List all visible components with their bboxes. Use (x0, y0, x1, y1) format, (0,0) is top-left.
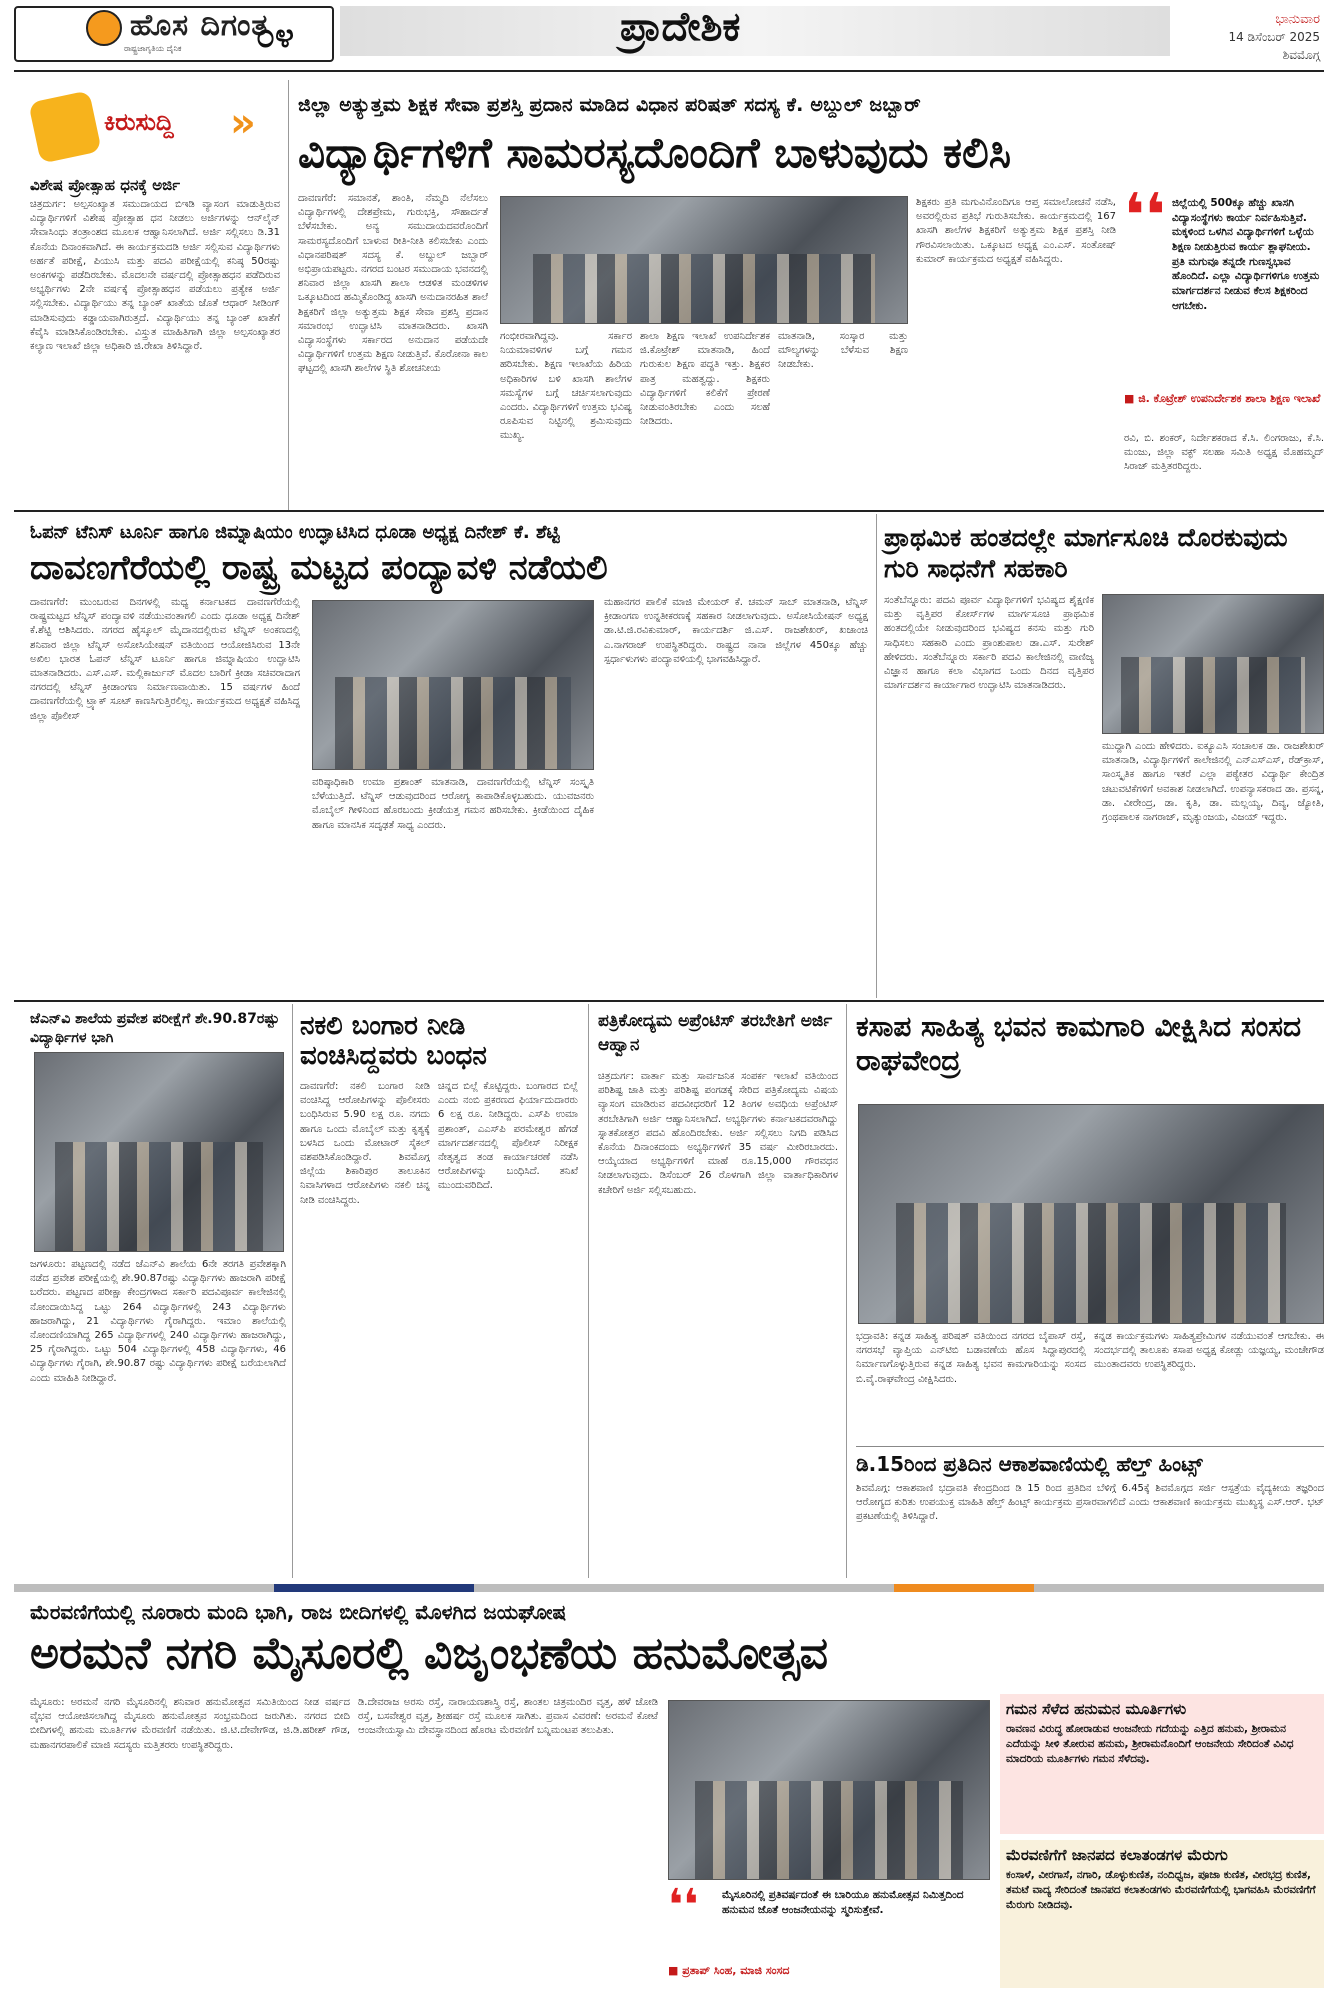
date: 14 ಡಿಸೆಂಬರ್ 2025 (1228, 30, 1320, 44)
story7-headline: ಕಸಾಪ ಸಾಹಿತ್ಯ ಭವನ ಕಾಮಗಾರಿ ವೀಕ್ಷಿಸಿದ ಸಂಸದ ರಾಘವೇಂದ್ರ (856, 1010, 1302, 1077)
quote-icon: ❛❛ (668, 1880, 699, 1931)
story6-body: ಚಿತ್ರದುರ್ಗ: ವಾರ್ತಾ ಮತ್ತು ಸಾರ್ವಜನಿಕ ಸಂಪರ್ಕ ಇಲಾಖೆ ವತಿಯಿಂದ ಪರಿಶಿಷ್ಟ ಜಾತಿ ಮತ್ತು ಪರಿಶಿಷ್ಟ ಪಂಗಡಕ್ಕೆ ಸೇರಿದ ಪತ್ರಿಕೋದ್ಯಮ ವಿಷಯ ವ್ಯಾಸಂಗ ಮಾಡಿರುವ ಪದವೀಧರರಿಗೆ 12 ತಿಂಗಳ ಅವಧಿಯ ಅಪ್ರೆಂಟಿಸ್ ತರಬೇತಿಗಾಗಿ ಅರ್ಜಿ ಆಹ್ವಾನಿಸಲಾಗಿದೆ. ಅಭ್ಯರ್ಥಿಗಳು ಕರ್ನಾಟಕದವರಾಗಿದ್ದು ಸ್ನಾತಕೋತ್ತರ ಪದವಿ ಹೊಂದಿರಬೇಕು. ಅರ್ಜಿ ಸಲ್ಲಿಸಲು ನಿಗದಿ ಪಡಿಸಿದ ಕೊನೆಯ ದಿನಾಂಕದಂದು ಅಭ್ಯರ್ಥಿಗಳಿಗೆ 35 ವರ್ಷ ಮೀರಿರಬಾರದು. ಆಯ್ಕೆಯಾದ ಅಭ್ಯರ್ಥಿಗಳಿಗೆ ಮಾಹೆ ರೂ.15,000 ಗೌರವಧನ ನೀಡಲಾಗುವುದು. ಡಿಸೆಂಬರ್ 26 ರೊಳಗಾಗಿ ಜಿಲ್ಲಾ ವಾರ್ತಾಧಿಕಾರಿಗಳ ಕಚೇರಿಗೆ ಅರ್ಜಿ ಸಲ್ಲಿಸಬಹುದು. (598, 1071, 838, 1196)
story9-kicker: ಮೆರವಣಿಗೆಯಲ್ಲಿ ನೂರಾರು ಮಂದಿ ಭಾಗಿ, ರಾಜ ಬೀದಿಗಳಲ್ಲಿ ಮೊಳಗಿದ ಜಯಘೋಷ (30, 1600, 567, 1624)
story2-col1: ದಾವಣಗೆರೆ: ಮುಂಬರುವ ದಿನಗಳಲ್ಲಿ ಮಧ್ಯ ಕರ್ನಾಟಕದ ದಾವಣಗೆರೆಯಲ್ಲಿ ರಾಷ್ಟ್ರಮಟ್ಟದ ಟೆನ್ನಿಸ್ ಪಂದ್ಯಾವಳಿ ನಡೆಯುವಂತಾಗಲಿ ಎಂದು ಧೂಡಾ ಅಧ್ಯಕ್ಷ ದಿನೇಶ್ ಕೆ.ಶೆಟ್ಟಿ ಆಶಿಸಿದರು. ನಗರದ ಹೈಸ್ಕೂಲ್ ಮೈದಾನದಲ್ಲಿರುವ ಟೆನ್ನಿಸ್ ಅಂಕಣದಲ್ಲಿ ಶನಿವಾರ ಜಿಲ್ಲಾ ಟೆನ್ನಿಸ್ ಅಸೋಸಿಯೇಷನ್ ವತಿಯಿಂದ ಆಯೋಜಿಸಿರುವ 13ನೇ ಅಖಿಲ ಭಾರತ ಓಪನ್ ಟೆನ್ನಿಸ್ ಟೂರ್ನಿ ಹಾಗೂ ಜಿಮ್ನಾಷಿಯಂ ಉದ್ಘಾಟಿಸಿ ಮಾತನಾಡಿದರು. ಎಸ್.ಎಸ್. ಮಲ್ಲಿಕಾರ್ಜುನ್ ಮೊದಲ ಬಾರಿಗೆ ಕ್ರೀಡಾ ಸಚಿವರಾದಾಗ ನಗರದಲ್ಲಿ ಟೆನ್ನಿಸ್ ಕ್ರೀಡಾಂಗಣ ನಿರ್ಮಾಣವಾಯಿತು. 15 ವರ್ಷಗಳ ಹಿಂದೆ ದಾವಣಗೆರೆಯಲ್ಲಿ ಟ್ರ್ಯಾಕ್ ಸೂಟ್ ಕಾಣಸಿಗುತ್ತಿರಲಿಲ್ಲ. ಕಾರ್ಯಕ್ರಮದ ಅಧ್ಯಕ್ಷತೆ ವಹಿಸಿದ್ದ ಜಿಲ್ಲಾ ಪೊಲೀಸ್ (30, 597, 300, 722)
chevron-right-icon: » (230, 100, 256, 146)
story7-col1: ಭದ್ರಾವತಿ: ಕನ್ನಡ ಸಾಹಿತ್ಯ ಪರಿಷತ್ ವತಿಯಿಂದ ನಗರದ ಬೈಪಾಸ್ ರಸ್ತೆ, ನಗರಸಭೆ ವ್ಯಾಪ್ತಿಯ ಎನ್‌ಟಿಬಿ ಬಡಾವಣೆಯ ಹೊಸ ಸಿದ್ದಾಪುರದಲ್ಲಿ ನಿರ್ಮಾಣಗೊಳ್ಳುತ್ತಿರುವ ಕನ್ನಡ ಸಾಹಿತ್ಯ ಭವನ ಕಾಮಗಾರಿಯನ್ನು ಸಂಸದ ಬಿ.ವೈ.ರಾಘವೇಂದ್ರ ವೀಕ್ಷಿಸಿದರು. (856, 1331, 1086, 1385)
story1-quote (1124, 196, 1324, 314)
story9-col1: ಮೈಸೂರು: ಅರಮನೆ ನಗರಿ ಮೈಸೂರಿನಲ್ಲಿ ಶನಿವಾರ ಹನುಮೋತ್ಸವ ಸಮಿತಿಯಿಂದ ನೀಡ ವರ್ಷದ ವೈಭವ ಆಯೋಜಿಸಲಾಗಿದ್ದ ಮೈಸೂರು ಹನುಮೋತ್ಸವ ಸಂಭ್ರಮದಿಂದ ಜರುಗಿತು. ನಗರದ ಬೀದಿ ಬೀದಿಗಳಲ್ಲಿ ಹನುಮ ಮೂರ್ತಿಗಳ ಮೆರವಣಿಗೆ ನಡೆಯಿತು. ಜಿ.ಟಿ.ದೇವೇಗೌಡ, ಜಿ.ಡಿ.ಹರೀಶ್ ಗೌಡ, ಮಹಾನಗರಪಾಲಿಕೆ ಮಾಜಿ ಸದಸ್ಯರು ಮತ್ತಿತರರು ಉಪಸ್ಥಿತರಿದ್ದರು. (30, 1697, 350, 1751)
hand-icon (28, 90, 102, 164)
story1-col1: ದಾವಣಗೆರೆ: ಸಮಾನತೆ, ಶಾಂತಿ, ನೆಮ್ಮದಿ ನೆಲೆಸಲು ವಿದ್ಯಾರ್ಥಿಗಳಲ್ಲಿ ದೇಶಪ್ರೇಮ, ಗುರುಭಕ್ತಿ, ಸೌಹಾರ್ದತೆ ಬೆಳೆಸಬೇಕು. ಅನ್ಯ ಸಮುದಾಯದವರೊಂದಿಗೆ ಸಾಮರಸ್ಯದೊಂದಿಗೆ ಬಾಳುವ ರೀತಿ-ನೀತಿ ಕಲಿಸಬೇಕು ಎಂದು ವಿಧಾನಪರಿಷತ್ ಸದಸ್ಯ ಕೆ. ಅಬ್ದುಲ್ ಜಬ್ಬಾರ್ ಅಭಿಪ್ರಾಯಪಟ್ಟರು. ನಗರದ ಬಂಟರ ಸಮುದಾಯ ಭವನದಲ್ಲಿ ಶನಿವಾರ ಜಿಲ್ಲಾ ಖಾಸಗಿ ಶಾಲಾ ಆಡಳಿತ ಮಂಡಳಿಗಳ ಒಕ್ಕೂಟದಿಂದ ಹಮ್ಮಿಕೊಂಡಿದ್ದ ಖಾಸಗಿ ಅನುದಾನರಹಿತ ಶಾಲೆ ಶಿಕ್ಷಕರಿಗೆ ಜಿಲ್ಲಾ ಅತ್ಯುತ್ತಮ ಶಿಕ್ಷಕ ಸೇವಾ ಪ್ರಶಸ್ತಿ ಪ್ರದಾನ ಸಮಾರಂಭ ಉದ್ಘಾಟಿಸಿ ಮಾತನಾಡಿದರು. ಖಾಸಗಿ ವಿದ್ಯಾಸಂಸ್ಥೆಗಳು ಸರ್ಕಾರದ ಅನುದಾನ ಪಡೆಯದೇ ವಿದ್ಯಾರ್ಥಿಗಳಿಗೆ ಉತ್ತಮ ಶಿಕ್ಷಣ ನೀಡುತ್ತಿವೆ. ಕೊರೋನಾ ಕಾಲ ಘಟ್ಟದಲ್ಲಿ ಖಾಸಗಿ ಶಾಲೆಗಳ ಸ್ಥಿತಿ ಶೋಚನೀಯ (298, 193, 488, 375)
story2-col2: ವರಿಷ್ಠಾಧಿಕಾರಿ ಉಮಾ ಪ್ರಶಾಂತ್ ಮಾತನಾಡಿ, ದಾವಣಗೆರೆಯಲ್ಲಿ ಟೆನ್ನಿಸ್ ಸಂಸ್ಕೃತಿ ಬೆಳೆಯುತ್ತಿದೆ. ಟೆನ್ನಿಸ್ ಆಡುವುದರಿಂದ ಆರೋಗ್ಯ ಕಾಪಾಡಿಕೊಳ್ಳಬಹುದು. ಯುವಜನರು ಮೊಬೈಲ್ ಗೀಳಿನಿಂದ ಹೊರಬಂದು ಕ್ರೀಡೆಯತ್ತ ಗಮನ ಹರಿಸಬೇಕು. ಕ್ರೀಡೆಯಿಂದ ದೈಹಿಕ ಹಾಗೂ ಮಾನಸಿಕ ಸದೃಢತೆ ಸಾಧ್ಯ ಎಂದರು. (312, 777, 594, 831)
procession-photo (668, 1700, 990, 1880)
brand-tagline: ರಾಷ್ಟ್ರಜಾಗೃತಿಯ ದೈನಿಕ (124, 44, 182, 53)
story1-col4: ಶಿಕ್ಷಕರು ಪ್ರತಿ ಮಗುವಿನೊಂದಿಗೂ ಆಪ್ತ ಸಮಾಲೋಚನೆ ನಡೆಸಿ, ಅವರಲ್ಲಿರುವ ಪ್ರತಿಭೆ ಗುರುತಿಸಬೇಕು. ಕಾರ್ಯಕ್ರಮದಲ್ಲಿ 167 ಖಾಸಗಿ ಶಾಲೆಗಳ ಶಿಕ್ಷಕರಿಗೆ ಅತ್ಯುತ್ತಮ ಶಿಕ್ಷಕ ಪ್ರಶಸ್ತಿ ನೀಡಿ ಗೌರವಿಸಲಾಯಿತು. ಒಕ್ಕೂಟದ ಅಧ್ಯಕ್ಷ ಎಂ.ಎಸ್. ಸಂತೋಷ್ ಕುಮಾರ್ ಕಾರ್ಯಕ್ರಮದ ಅಧ್ಯಕ್ಷತೆ ವಹಿಸಿದ್ದರು. (916, 197, 1116, 265)
story2-col3: ಮಹಾನಗರ ಪಾಲಿಕೆ ಮಾಜಿ ಮೇಯರ್ ಕೆ. ಚಮನ್ ಸಾಬ್ ಮಾತನಾಡಿ, ಟೆನ್ನಿಸ್ ಕ್ರೀಡಾಂಗಣ ಉನ್ನತೀಕರಣಕ್ಕೆ ಸಹಕಾರ ನೀಡಲಾಗುವುದು. ಅಸೋಸಿಯೇಷನ್ ಅಧ್ಯಕ್ಷ ಡಾ.ಟಿ.ಜಿ.ರವಿಕುಮಾರ್, ಕಾರ್ಯದರ್ಶಿ ಜಿ.ಎಸ್. ರಾಜಶೇಖರ್, ಖಜಾಂಚಿ ಎ.ನಾಗರಾಜ್ ಉಪಸ್ಥಿತರಿದ್ದರು. ರಾಷ್ಟ್ರದ ನಾನಾ ಜಿಲ್ಲೆಗಳ 450ಕ್ಕೂ ಹೆಚ್ಚು ಸ್ಪರ್ಧಾಳುಗಳು ಪಂದ್ಯಾವಳಿಯಲ್ಲಿ ಭಾಗವಹಿಸಿದ್ದಾರೆ. (604, 597, 868, 665)
story9-box2-body: ಕಂಸಾಳೆ, ವೀರಗಾಸೆ, ನಗಾರಿ, ಡೊಳ್ಳುಕುಣಿತ, ನಂದಿಧ್ವಜ, ಪೂಜಾ ಕುಣಿತ, ವೀರಭದ್ರ ಕುಣಿತ, ತಮಟೆ ವಾದ್ಯ ಸೇರಿದಂತೆ ಜಾನಪದ ಕಲಾತಂಡಗಳು ಮೆರವಣಿಗೆಯಲ್ಲಿ ಭಾಗವಹಿಸಿ ಮೆರವಣಿಗೆಗೆ ಮೆರುಗು ನೀಡಿದವು. (1006, 1869, 1316, 1912)
story7-col2: ಕನ್ನಡ ಕಾರ್ಯಕ್ರಮಗಳು ಸಾಹಿತ್ಯಪ್ರೇಮಿಗಳ ನಡೆಯುವಂತೆ ಆಗಬೇಕು. ಈ ಸಂದರ್ಭದಲ್ಲಿ ತಾಲೂಕು ಕಸಾಪ ಅಧ್ಯಕ್ಷ ಕೋಡ್ಲು ಯಜ್ಞಯ್ಯ, ಮಂಜೇಗೌಡ ಮುಂತಾದವರು ಉಪಸ್ಥಿತರಿದ್ದರು. (1094, 1331, 1324, 1371)
story8-body: ಶಿವಮೊಗ್ಗ: ಆಕಾಶವಾಣಿ ಭದ್ರಾವತಿ ಕೇಂದ್ರದಿಂದ ಡಿ 15 ರಿಂದ ಪ್ರತಿದಿನ ಬೆಳಿಗ್ಗೆ 6.45ಕ್ಕೆ ಶಿವಮೊಗ್ಗದ ಸರ್ಜಿ ಆಸ್ಪತ್ರೆಯ ವೈದ್ಯಕೀಯ ತಜ್ಞರಿಂದ ಆರೋಗ್ಯದ ಕುರಿತು ಉಪಯುಕ್ತ ಮಾಹಿತಿ ಹೆಲ್ತ್ ಹಿಂಟ್ಸ್ ಕಾರ್ಯಕ್ರಮ ಪ್ರಸಾರವಾಗಲಿದೆ ಎಂದು ಆಕಾಶವಾಣಿ ಕಾರ್ಯಕ್ರಮ ಮುಖ್ಯಸ್ಥ ಎಸ್.ಆರ್. ಭಟ್ ಪ್ರಕಟಣೆಯಲ್ಲಿ ತಿಳಿಸಿದ್ದಾರೆ. (856, 1483, 1324, 1523)
story2-kicker: ಓಪನ್ ಟೆನಿಸ್ ಟೂರ್ನಿ ಹಾಗೂ ಜಿಮ್ನಾಷಿಯಂ ಉದ್ಘಾಟಿಸಿದ ಧೂಡಾ ಅಧ್ಯಕ್ಷ ದಿನೇಶ್ ಕೆ. ಶೆಟ್ಟಿ (30, 522, 560, 543)
exam-photo (34, 1052, 284, 1252)
story3-headline: ಪ್ರಾಥಮಿಕ ಹಂತದಲ್ಲೇ ಮಾರ್ಗಸೂಚಿ ದೊರಕುವುದು ಗುರಿ ಸಾಧನೆಗೆ ಸಹಕಾರಿ (884, 523, 1288, 584)
kiru-label: ಕಿರುಸುದ್ದಿ (104, 108, 174, 136)
brand-name: ಹೊಸ ದಿಗಂತ (130, 8, 269, 43)
story9-box1-title: ಗಮನ ಸೆಳೆದ ಹನುಮನ ಮೂರ್ತಿಗಳು (1006, 1700, 1187, 1718)
award-photo (500, 196, 908, 324)
story9-caption-author: ■ ಪ್ರತಾಪ್ ಸಿಂಹ, ಮಾಜಿ ಸಂಸದ (668, 1964, 790, 1977)
story1-kicker: ಜಿಲ್ಲಾ ಅತ್ಯುತ್ತಮ ಶಿಕ್ಷಕ ಸೇವಾ ಪ್ರಶಸ್ತಿ ಪ್ರದಾನ ಮಾಡಿದ ವಿಧಾನ ಪರಿಷತ್ ಸದಸ್ಯ ಕೆ. ಅಬ್ದುಲ್ ಜಬ್ಬಾರ್ (298, 94, 921, 116)
kiru-headline: ವಿಶೇಷ ಪ್ರೋತ್ಸಾಹ ಧನಕ್ಕೆ ಅರ್ಜಿ (30, 176, 181, 194)
story9-caption: ಮೈಸೂರಿನಲ್ಲಿ ಪ್ರತಿವರ್ಷದಂತೆ ಈ ಬಾರಿಯೂ ಹನುಮೋತ್ಸವ ನಿಮಿತ್ತದಿಂದ ಹನುಮನ ಜೊತೆ ಆಂಜನೇಯನನ್ನು ಸ್ಮರಿಸುತ್ತೇವೆ. (722, 1889, 964, 1916)
bhavana-photo (858, 1104, 1324, 1324)
story9-col2: ಡಿ.ದೇವರಾಜ ಅರಸು ರಸ್ತೆ, ನಾರಾಯಣಶಾಸ್ತ್ರಿ ರಸ್ತೆ, ಶಾಂತಲ ಚಿತ್ರಮಂದಿರ ವೃತ್ತ, ಹಳೆ ಜೋಡಿ ರಸ್ತೆ, ಬಸವೇಶ್ವರ ವೃತ್ತ, ಶ್ರೀಹರ್ಷ ರಸ್ತೆ ಮೂಲಕ ಸಾಗಿತು. ಪ್ರವಾಸ ವಿವರಣೆ: ಅರಮನೆ ಕೋಟೆ ಆಂಜನೇಯಸ್ವಾಮಿ ದೇವಸ್ಥಾನದಿಂದ ಹೊರಟ ಮೆರವಣಿಗೆ ಬನ್ನಿಮಂಟಪ ತಲುಪಿತು. (358, 1697, 658, 1737)
story9-box2-title: ಮೆರವಣಿಗೆಗೆ ಜಾನಪದ ಕಲಾತಂಡಗಳ ಮೆರುಗು (1006, 1846, 1228, 1864)
page-number: ೦೪ (256, 16, 295, 56)
college-photo (1102, 594, 1324, 734)
story3-col2: ಮುದ್ದಾಗಿ ಎಂದು ಹೇಳಿದರು. ಐಕ್ಯೂಎಸಿ ಸಂಚಾಲಕ ಡಾ. ರಾಜಶೇಖರ್ ಮಾತನಾಡಿ, ವಿದ್ಯಾರ್ಥಿಗಳಿಗೆ ಕಾಲೇಜಿನಲ್ಲಿ ಎನ್‌ಎಸ್‌ಎಸ್, ರೆಡ್‌ಕ್ರಾಸ್, ಸಾಂಸ್ಕೃತಿಕ ಹಾಗೂ ಇತರೆ ಎಲ್ಲಾ ಪಠ್ಯೇತರ ವಿದ್ಯಾರ್ಥಿ ಕೇಂದ್ರಿತ ಚಟುವಟಿಕೆಗಳಿಗೆ ಅವಕಾಶ ನೀಡಲಾಗಿದೆ. ಉಪನ್ಯಾಸಕರಾದ ಡಾ. ಪ್ರಸನ್ನ, ಡಾ. ವೀರೇಂದ್ರ, ಡಾ. ಕೃತಿ, ಡಾ. ಮಲ್ಲಯ್ಯ, ದಿವ್ಯ, ಜ್ಯೋತಿ, ಗ್ರಂಥಪಾಲಕ ನಾಗರಾಜ್, ಮೃತ್ಯುಂಜಯ, ವಿಜಯ್ ಇದ್ದರು. (1102, 741, 1324, 823)
story9-box1 (1000, 1694, 1324, 1834)
section-bar (340, 6, 1170, 56)
story1-tail: ರವಿ, ಬಿ. ಶಂಕರ್, ನಿರ್ದೇಶಕರಾದ ಕೆ.ಸಿ. ಲಿಂಗರಾಜು, ಕೆ.ಸಿ. ಮಂಜು, ಜಿಲ್ಲಾ ವಕ್ಫ್ ಸಲಹಾ ಸಮಿತಿ ಅಧ್ಯಕ್ಷ ಮೊಹಮ್ಮದ್ ಸಿರಾಜ್ ಮತ್ತಿತರರಿದ್ದರು. (1124, 433, 1324, 473)
story5-headline: ನಕಲಿ ಬಂಗಾರ ನೀಡಿ ವಂಚಿಸಿದ್ದವರು ಬಂಧನ (300, 1011, 487, 1071)
divider (14, 70, 1324, 72)
story9-box1-body: ರಾವಣನ ವಿರುದ್ಧ ಹೋರಾಡುವ ಆಂಜನೇಯ ಗದೆಯನ್ನು ಎತ್ತಿದ ಹನುಮ, ಶ್ರೀರಾಮನ ಎದೆಯನ್ನು ಸೀಳಿ ತೋರುವ ಹನುಮ, ಶ್ರೀರಾಮನೊಂದಿಗೆ ಆಂಜನೇಯ ಸೇರಿದಂತೆ ವಿವಿಧ ಮಾದರಿಯ ಮೂರ್ತಿಗಳು ಗಮನ ಸೆಳೆದವು. (1006, 1723, 1294, 1766)
story1-quote-author: ■ ಜಿ. ಕೊಟ್ರೇಶ್ ಉಪನಿರ್ದೇಶಕ ಶಾಲಾ ಶಿಕ್ಷಣ ಇಲಾಖೆ (1124, 392, 1321, 405)
city: ಶಿವಮೊಗ್ಗ (1282, 48, 1320, 62)
story9-headline: ಅರಮನೆ ನಗರಿ ಮೈಸೂರಲ್ಲಿ ವಿಜೃಂಭಣೆಯ ಹನುಮೋತ್ಸವ (30, 1628, 828, 1679)
day: ಭಾನುವಾರ (1275, 12, 1320, 27)
section-title: ಪ್ರಾದೇಶಿಕ (620, 4, 741, 50)
tennis-photo (312, 600, 594, 770)
story5-col2: ಚಿನ್ನದ ಬಿಲ್ಲೆ ಕೊಟ್ಟಿದ್ದರು. ಬಂಗಾರದ ಬಿಲ್ಲೆ ಎಂದು ನಂಬಿ ಪ್ರಕರಣದ ಫಿರ್ಯಾದುದಾರರು 6 ಲಕ್ಷ ರೂ. ನೀಡಿದ್ದರು. ಎಸ್‌ಪಿ ಉಮಾ ಪ್ರಶಾಂತ್, ಎಎಸ್‌ಪಿ ಪರಮೇಶ್ವರ ಹೆಗಡೆ ಮಾರ್ಗದರ್ಶನದಲ್ಲಿ ಪೊಲೀಸ್ ನಿರೀಕ್ಷಕ ನೇತೃತ್ವದ ತಂಡ ಕಾರ್ಯಾಚರಣೆ ನಡೆಸಿ ಆರೋಪಿಗಳನ್ನು ಬಂಧಿಸಿದೆ. ತನಿಖೆ ಮುಂದುವರಿದಿದೆ. (438, 1081, 578, 1192)
story1-quote-text: ಜಿಲ್ಲೆಯಲ್ಲಿ 500ಕ್ಕೂ ಹೆಚ್ಚು ಖಾಸಗಿ ವಿದ್ಯಾಸಂಸ್ಥೆಗಳು ಕಾರ್ಯ ನಿರ್ವಹಿಸುತ್ತಿವೆ. ಮಕ್ಕಳಿಂದ ಒಳಗಿನ ವಿದ್ಯಾರ್ಥಿಗಳಿಗೆ ಒಳ್ಳೆಯ ಶಿಕ್ಷಣ ನೀಡುತ್ತಿರುವ ಕಾರ್ಯ ಶ್ಲಾಘನೀಯ. ಪ್ರತಿ ಮಗುವೂ ತನ್ನದೇ ಗುಣಸ್ವಭಾವ ಹೊಂದಿದೆ. ಎಲ್ಲಾ ವಿದ್ಯಾರ್ಥಿಗಳಿಗೂ ಉತ್ತಮ ಮಾರ್ಗದರ್ಶನ ನೀಡುವ ಕೆಲಸ ಶಿಕ್ಷಕರಿಂದ ಆಗಬೇಕು. (1172, 197, 1320, 312)
story1-col2: ಗಂಭೀರವಾಗಿದ್ದವು. ಸರ್ಕಾರ ನಿಯಮಾವಳಿಗಳ ಬಗ್ಗೆ ಗಮನ ಹರಿಸಬೇಕು. ಶಿಕ್ಷಣ ಇಲಾಖೆಯ ಹಿರಿಯ ಅಧಿಕಾರಿಗಳ ಬಳಿ ಖಾಸಗಿ ಶಾಲೆಗಳ ಸಮಸ್ಯೆಗಳ ಬಗ್ಗೆ ಚರ್ಚಿಸಲಾಗುವುದು ಎಂದರು. ವಿದ್ಯಾರ್ಥಿಗಳಿಗೆ ಉತ್ತಮ ಭವಿಷ್ಯ ರೂಪಿಸುವ ನಿಟ್ಟಿನಲ್ಲಿ ಶ್ರಮಿಸುವುದು ಮುಖ್ಯ. (500, 331, 632, 442)
story9-box2 (1000, 1840, 1324, 1988)
lamp-icon (86, 10, 122, 46)
story1-headline: ವಿದ್ಯಾರ್ಥಿಗಳಿಗೆ ಸಾಮರಸ್ಯದೊಂದಿಗೆ ಬಾಳುವುದು ಕಲಿಸಿ (298, 128, 1012, 177)
story5-col1: ದಾವಣಗೆರೆ: ನಕಲಿ ಬಂಗಾರ ನೀಡಿ ವಂಚಿಸಿದ್ದ ಆರೋಪಿಗಳನ್ನು ಪೊಲೀಸರು ಬಂಧಿಸಿರುವ 5.90 ಲಕ್ಷ ರೂ. ನಗದು ಹಾಗೂ ಒಂದು ಮೊಬೈಲ್ ಮತ್ತು ಕೃತ್ಯಕ್ಕೆ ಬಳಸಿದ ಒಂದು ಮೋಟಾರ್ ಸೈಕಲ್ ವಶಪಡಿಸಿಕೊಂಡಿದ್ದಾರೆ. ಶಿವಮೊಗ್ಗ ಜಿಲ್ಲೆಯ ಶಿಕಾರಿಪುರ ತಾಲೂಕಿನ ನಿವಾಸಿಗಳಾದ ಆರೋಪಿಗಳು ನಕಲಿ ಚಿನ್ನ ನೀಡಿ ವಂಚಿಸಿದ್ದರು. (300, 1081, 430, 1206)
story1-col3b: ಮಾತನಾಡಿ, ಸಂಸ್ಕಾರ ಮತ್ತು ಮೌಲ್ಯಗಳನ್ನು ಬೆಳೆಸುವ ಶಿಕ್ಷಣ ನೀಡಬೇಕು. (778, 331, 908, 371)
story1-col3: ಶಾಲಾ ಶಿಕ್ಷಣ ಇಲಾಖೆ ಉಪನಿರ್ದೇಶಕ ಜಿ.ಕೊಟ್ರೇಶ್ ಮಾತನಾಡಿ, ಹಿಂದೆ ಗುರುಕುಲ ಶಿಕ್ಷಣ ಪದ್ಧತಿ ಇತ್ತು. ಶಿಕ್ಷಕರ ಪಾತ್ರ ಮಹತ್ವದ್ದು. ಶಿಕ್ಷಕರು ವಿದ್ಯಾರ್ಥಿಗಳಿಗೆ ಕಲಿಕೆಗೆ ಪ್ರೇರಣೆ ನೀಡುವಂತಿರಬೇಕು ಎಂದು ಸಲಹೆ ನೀಡಿದರು. (640, 331, 770, 428)
story4-headline: ಜೆಎನ್‌ವಿ ಶಾಲೆಯ ಪ್ರವೇಶ ಪರೀಕ್ಷೆಗೆ ಶೇ.90.87ರಷ್ಟು ವಿದ್ಯಾರ್ಥಿಗಳ ಭಾಗಿ (30, 1011, 280, 1046)
story3-col1: ಸಂತೆಬೆನ್ನೂರು: ಪದವಿ ಪೂರ್ವ ವಿದ್ಯಾರ್ಥಿಗಳಿಗೆ ಭವಿಷ್ಯದ ಶೈಕ್ಷಣಿಕ ಮತ್ತು ವೃತ್ತಿಪರ ಕೋರ್ಸ್‌ಗಳ ಮಾರ್ಗಸೂಚಿ ಪ್ರಾಥಮಿಕ ಹಂತದಲ್ಲಿಯೇ ನೀಡುವುದರಿಂದ ಭವಿಷ್ಯದ ಕನಸು ಮತ್ತು ಗುರಿ ಸಾಧಿಸಲು ಸಹಕಾರಿ ಎಂದು ಪ್ರಾಂಶುಪಾಲ ಡಾ.ಎಸ್. ಸುರೇಶ್ ಹೇಳಿದರು. ಸಂತೆಬೆನ್ನೂರು ಸರ್ಕಾರಿ ಪದವಿ ಕಾಲೇಜಿನಲ್ಲಿ ವಾಣಿಜ್ಯ ವಿಜ್ಞಾನ ಹಾಗೂ ಕಲಾ ವಿಭಾಗದ ಒಂದು ದಿನದ ವೃತ್ತಿಪರ ಮಾರ್ಗದರ್ಶನ ಕಾರ್ಯಾಗಾರ ಉದ್ಘಾಟಿಸಿ ಮಾತನಾಡಿದರು. (884, 595, 1094, 692)
kiru-body: ಚಿತ್ರದುರ್ಗ: ಅಲ್ಪಸಂಖ್ಯಾತ ಸಮುದಾಯದ ಬಿಇಡಿ ವ್ಯಾಸಂಗ ಮಾಡುತ್ತಿರುವ ವಿದ್ಯಾರ್ಥಿಗಳಿಗೆ ವಿಶೇಷ ಪ್ರೋತ್ಸಾಹ ಧನ ನೀಡಲು ಅರ್ಜಿಗಳನ್ನು ಆನ್‌ಲೈನ್ ಸೇವಾಸಿಂಧು ತಂತ್ರಾಂಶದ ಮೂಲಕ ಆಹ್ವಾನಿಸಲಾಗಿದೆ. ಅರ್ಜಿ ಸಲ್ಲಿಸಲು ಡಿ.31 ಕೊನೆಯ ದಿನಾಂಕವಾಗಿದೆ. ಈ ಕಾರ್ಯಕ್ರಮದಡಿ ಅರ್ಜಿ ಸಲ್ಲಿಸುವ ವಿದ್ಯಾರ್ಥಿಗಳು ಅರ್ಹತೆ ಪರೀಕ್ಷೆ, ಪಿಯುಸಿ ಮತ್ತು ಪದವಿ ಪರೀಕ್ಷೆಯಲ್ಲಿ ಕನಿಷ್ಠ 50ರಷ್ಟು ಅಂಕಗಳನ್ನು ಪಡೆದಿರಬೇಕು. ಮೊದಲನೇ ವರ್ಷದಲ್ಲಿ ಪ್ರೋತ್ಸಾಹಧನ ಪಡೆದಿರುವ ಅಭ್ಯರ್ಥಿಗಳು 2ನೇ ವರ್ಷಕ್ಕೆ ಪ್ರೋತ್ಸಾಹಧನ ಪಡೆಯಲು ಪ್ರತ್ಯೇಕ ಅರ್ಜಿ ಸಲ್ಲಿಸಬೇಕು. ವಿದ್ಯಾರ್ಥಿಯು ತನ್ನ ಬ್ಯಾಂಕ್ ಖಾತೆಯ ಜೊತೆ ಆಧಾರ್ ಸೀಡಿಂಗ್ ಮಾಡಿಸುವುದು ಕಡ್ಡಾಯವಾಗಿರುತ್ತದೆ. ವಿದ್ಯಾರ್ಥಿಯು ತನ್ನ ಬ್ಯಾಂಕ್ ಖಾತೆಗೆ ಕೆವೈಸಿ ಮಾಡಿಸಿಕೊಂಡಿರಬೇಕು. ವಿಸ್ತ್ರುತ ಮಾಹಿತಿಗಾಗಿ ಜಿಲ್ಲಾ ಅಲ್ಪಸಂಖ್ಯಾತರ ಕಲ್ಯಾಣ ಇಲಾಖೆ ಜಿಲ್ಲಾ ಅಧಿಕಾರಿ ಜಿ.ರೇಖಾ ತಿಳಿಸಿದ್ದಾರೆ. (30, 199, 280, 352)
story2-headline: ದಾವಣಗೆರೆಯಲ್ಲಿ ರಾಷ್ಟ್ರ ಮಟ್ಟದ ಪಂದ್ಯಾವಳಿ ನಡೆಯಲಿ (30, 548, 608, 588)
quote-icon: ❛❛ (1124, 181, 1166, 251)
story4-body: ಜಗಳೂರು: ಪಟ್ಟಣದಲ್ಲಿ ನಡೆದ ಜೆಎನ್‌ವಿ ಶಾಲೆಯ 6ನೇ ತರಗತಿ ಪ್ರವೇಶಕ್ಕಾಗಿ ನಡೆದ ಪ್ರವೇಶ ಪರೀಕ್ಷೆಯಲ್ಲಿ ಶೇ.90.87ರಷ್ಟು ವಿದ್ಯಾರ್ಥಿಗಳು ಹಾಜರಾಗಿ ಪರೀಕ್ಷೆ ಬರೆದರು. ಪಟ್ಟಣದ ಪರೀಕ್ಷಾ ಕೇಂದ್ರಗಳಾದ ಸರ್ಕಾರಿ ಪದವಿಪೂರ್ವ ಕಾಲೇಜಿನಲ್ಲಿ ನೋಂದಾಯಿಸಿದ್ದ ಒಟ್ಟು 264 ವಿದ್ಯಾರ್ಥಿಗಳಲ್ಲಿ 243 ವಿದ್ಯಾರ್ಥಿಗಳು ಹಾಜರಾಗಿದ್ದು, 21 ವಿದ್ಯಾರ್ಥಿಗಳು ಗೈರಾಗಿದ್ದರು. ಇಮಾಂ ಶಾಲೆಯಲ್ಲಿ ನೋಂದಣಿಯಾಗಿದ್ದ 265 ವಿದ್ಯಾರ್ಥಿಗಳಲ್ಲಿ 240 ವಿದ್ಯಾರ್ಥಿಗಳು ಹಾಜರಾಗಿದ್ದು, 25 ಗೈರಾಗಿದ್ದರು. ಒಟ್ಟು 504 ವಿದ್ಯಾರ್ಥಿಗಳಲ್ಲಿ 458 ವಿದ್ಯಾರ್ಥಿಗಳು, 46 ವಿದ್ಯಾರ್ಥಿಗಳು ಗೈರಾಗಿ, ಶೇ.90.87 ರಷ್ಟು ವಿದ್ಯಾರ್ಥಿಗಳು ಪರೀಕ್ಷೆ ಬರೆಯಲಾಗಿದೆ ಎಂದು ಮಾಹಿತಿ ನೀಡಿದ್ದಾರೆ. (30, 1259, 286, 1384)
story6-headline: ಪತ್ರಿಕೋದ್ಯಮ ಅಪ್ರೆಂಟಿಸ್ ತರಬೇತಿಗೆ ಅರ್ಜಿ ಆಹ್ವಾನ (598, 1011, 833, 1055)
story8-headline: ಡಿ.15ರಿಂದ ಪ್ರತಿದಿನ ಆಕಾಶವಾಣಿಯಲ್ಲಿ ಹೆಲ್ತ್ ಹಿಂಟ್ಸ್ (856, 1452, 1203, 1476)
